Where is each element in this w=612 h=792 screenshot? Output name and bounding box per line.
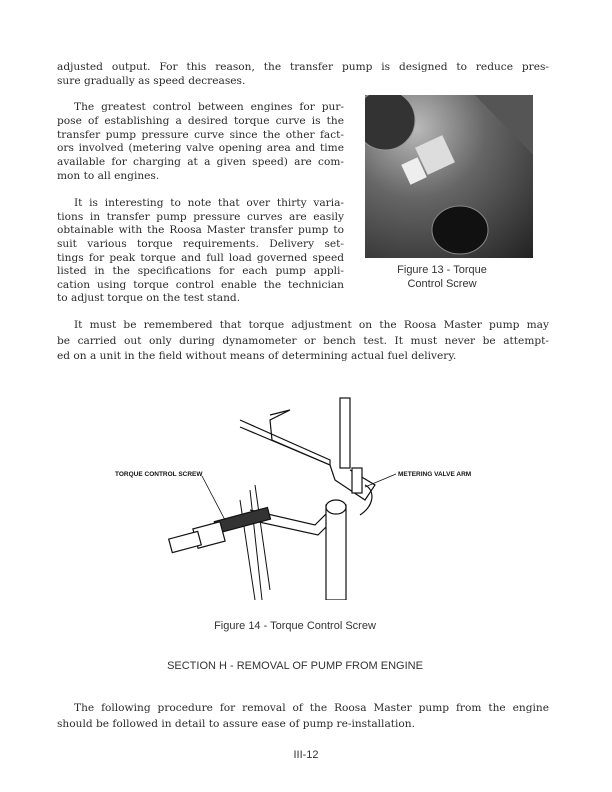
para4-line: ed on a unit in the field without means of determining actual fuel delivery. (57, 350, 457, 362)
para3-line: to adjust torque on the test stand. (57, 292, 241, 304)
torque-control-screw-photo (365, 95, 533, 258)
para3-line: It is interesting to note that over thirty varia- (74, 197, 344, 209)
para2-line: mon to all engines. (57, 170, 160, 182)
figure-13-caption-line: Control Screw (407, 278, 477, 290)
para2-line: pose of establishing a desired torque curve is the (57, 115, 344, 127)
para5-line: should be followed in detail to assure ease of pump re-installation. (57, 718, 415, 730)
torque-control-screw-diagram (90, 390, 500, 600)
para2-line: transfer pump pressure curve since the other fact- (57, 129, 344, 141)
torque-control-screw-label: TORQUE CONTROL SCREW (115, 471, 203, 478)
para3-line: listed in the specifications for each pump appli- (57, 265, 344, 277)
para4-line: be carried out only during dynamometer or bench test. It must never be attempt- (57, 335, 549, 347)
para3-line: suit various torque requirements. Delivery set- (57, 238, 344, 250)
intro-line: sure gradually as speed decreases. (57, 75, 246, 87)
figure-13-caption-line: Figure 13 - Torque (397, 264, 487, 276)
para5-line: The following procedure for removal of the Roosa Master pump from the engine (74, 702, 549, 714)
para3-line: tions in transfer pump pressure curves are easily (57, 211, 344, 223)
para3-line: cation using torque control enable the technician (57, 279, 344, 291)
para2-line: The greatest control between engines for pur- (74, 101, 344, 113)
para2-line: available for charging at a given speed) are com- (57, 156, 344, 168)
para3-line: obtainable with the Roosa Master transfer pump to (57, 224, 344, 236)
para2-line: ors involved (metering valve opening area and time (57, 142, 344, 154)
para4-line: It must be remembered that torque adjustment on the Roosa Master pump may (74, 319, 549, 331)
page-number: III-12 (293, 749, 319, 761)
intro-line: adjusted output. For this reason, the transfer pump is designed to reduce pres- (57, 61, 549, 73)
para3-line: tings for peak torque and full load governed speed (57, 252, 344, 264)
section-heading: SECTION H - REMOVAL OF PUMP FROM ENGINE (167, 660, 423, 672)
figure-14-caption: Figure 14 - Torque Control Screw (214, 620, 376, 632)
metering-valve-arm-label: METERING VALVE ARM (398, 471, 472, 478)
